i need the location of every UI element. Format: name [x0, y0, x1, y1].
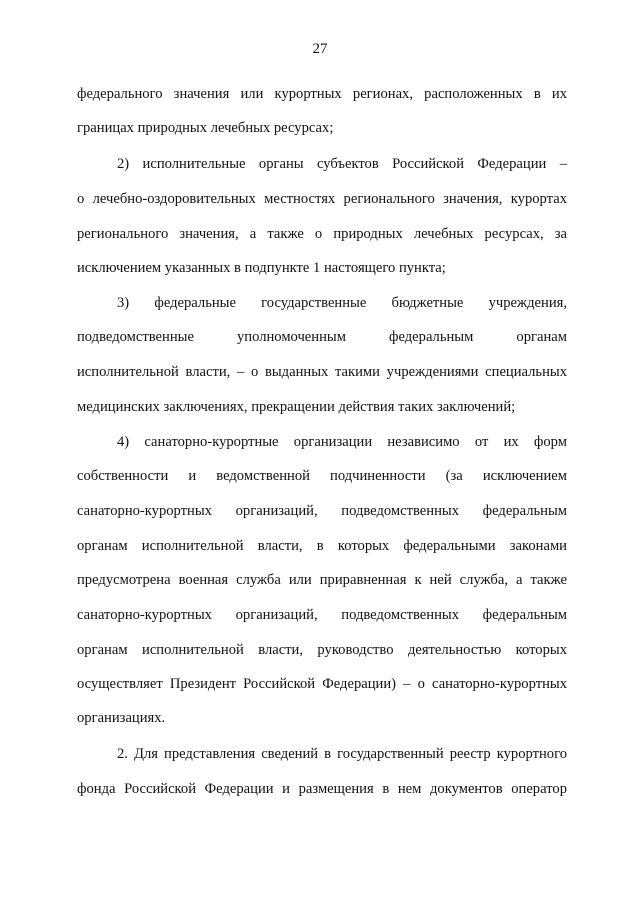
text-line: санаторно-курортных организаций, подведомственных федеральным — [77, 503, 567, 519]
text-line: собственности и ведомственной подчиненности (за исключением — [77, 468, 567, 484]
text-line: органам исполнительной власти, в которых федеральными законами — [77, 538, 567, 554]
page-number: 27 — [312, 41, 328, 57]
text-line: фонда Российской Федерации и размещения в нем документов оператор — [77, 781, 567, 797]
text-line: федерального значения или курортных регионах, расположенных в их — [77, 86, 567, 102]
text-line: 4) санаторно-курортные организации независимо от их форм — [117, 434, 567, 450]
text-line: регионального значения, а также о природных лечебных ресурсах, за — [77, 226, 567, 242]
text-line: о лечебно-оздоровительных местностях регионального значения, курортах — [77, 191, 567, 207]
text-line: исключением указанных в подпункте 1 настоящего пункта; — [77, 260, 446, 276]
text-line: исполнительной власти, – о выданных такими учреждениями специальных — [77, 364, 567, 380]
text-line: органам исполнительной власти, руководство деятельностью которых — [77, 642, 567, 658]
text-line: организациях. — [77, 710, 166, 726]
text-line: подведомственные уполномоченным федеральным органам — [77, 329, 567, 345]
text-line: 3) федеральные государственные бюджетные учреждения, — [117, 295, 567, 311]
text-line: медицинских заключениях, прекращении действия таких заключений; — [77, 399, 516, 415]
text-line: границах природных лечебных ресурсах; — [77, 120, 334, 136]
text-line: 2. Для представления сведений в государственный реестр курортного — [117, 746, 567, 762]
text-line: санаторно-курортных организаций, подведомственных федеральным — [77, 607, 567, 623]
text-line: 2) исполнительные органы субъектов Российской Федерации – — [117, 156, 567, 172]
text-line: осуществляет Президент Российской Федерации) – о санаторно-курортных — [77, 676, 567, 692]
text-line: предусмотрена военная служба или приравненная к ней служба, а также — [77, 572, 567, 588]
